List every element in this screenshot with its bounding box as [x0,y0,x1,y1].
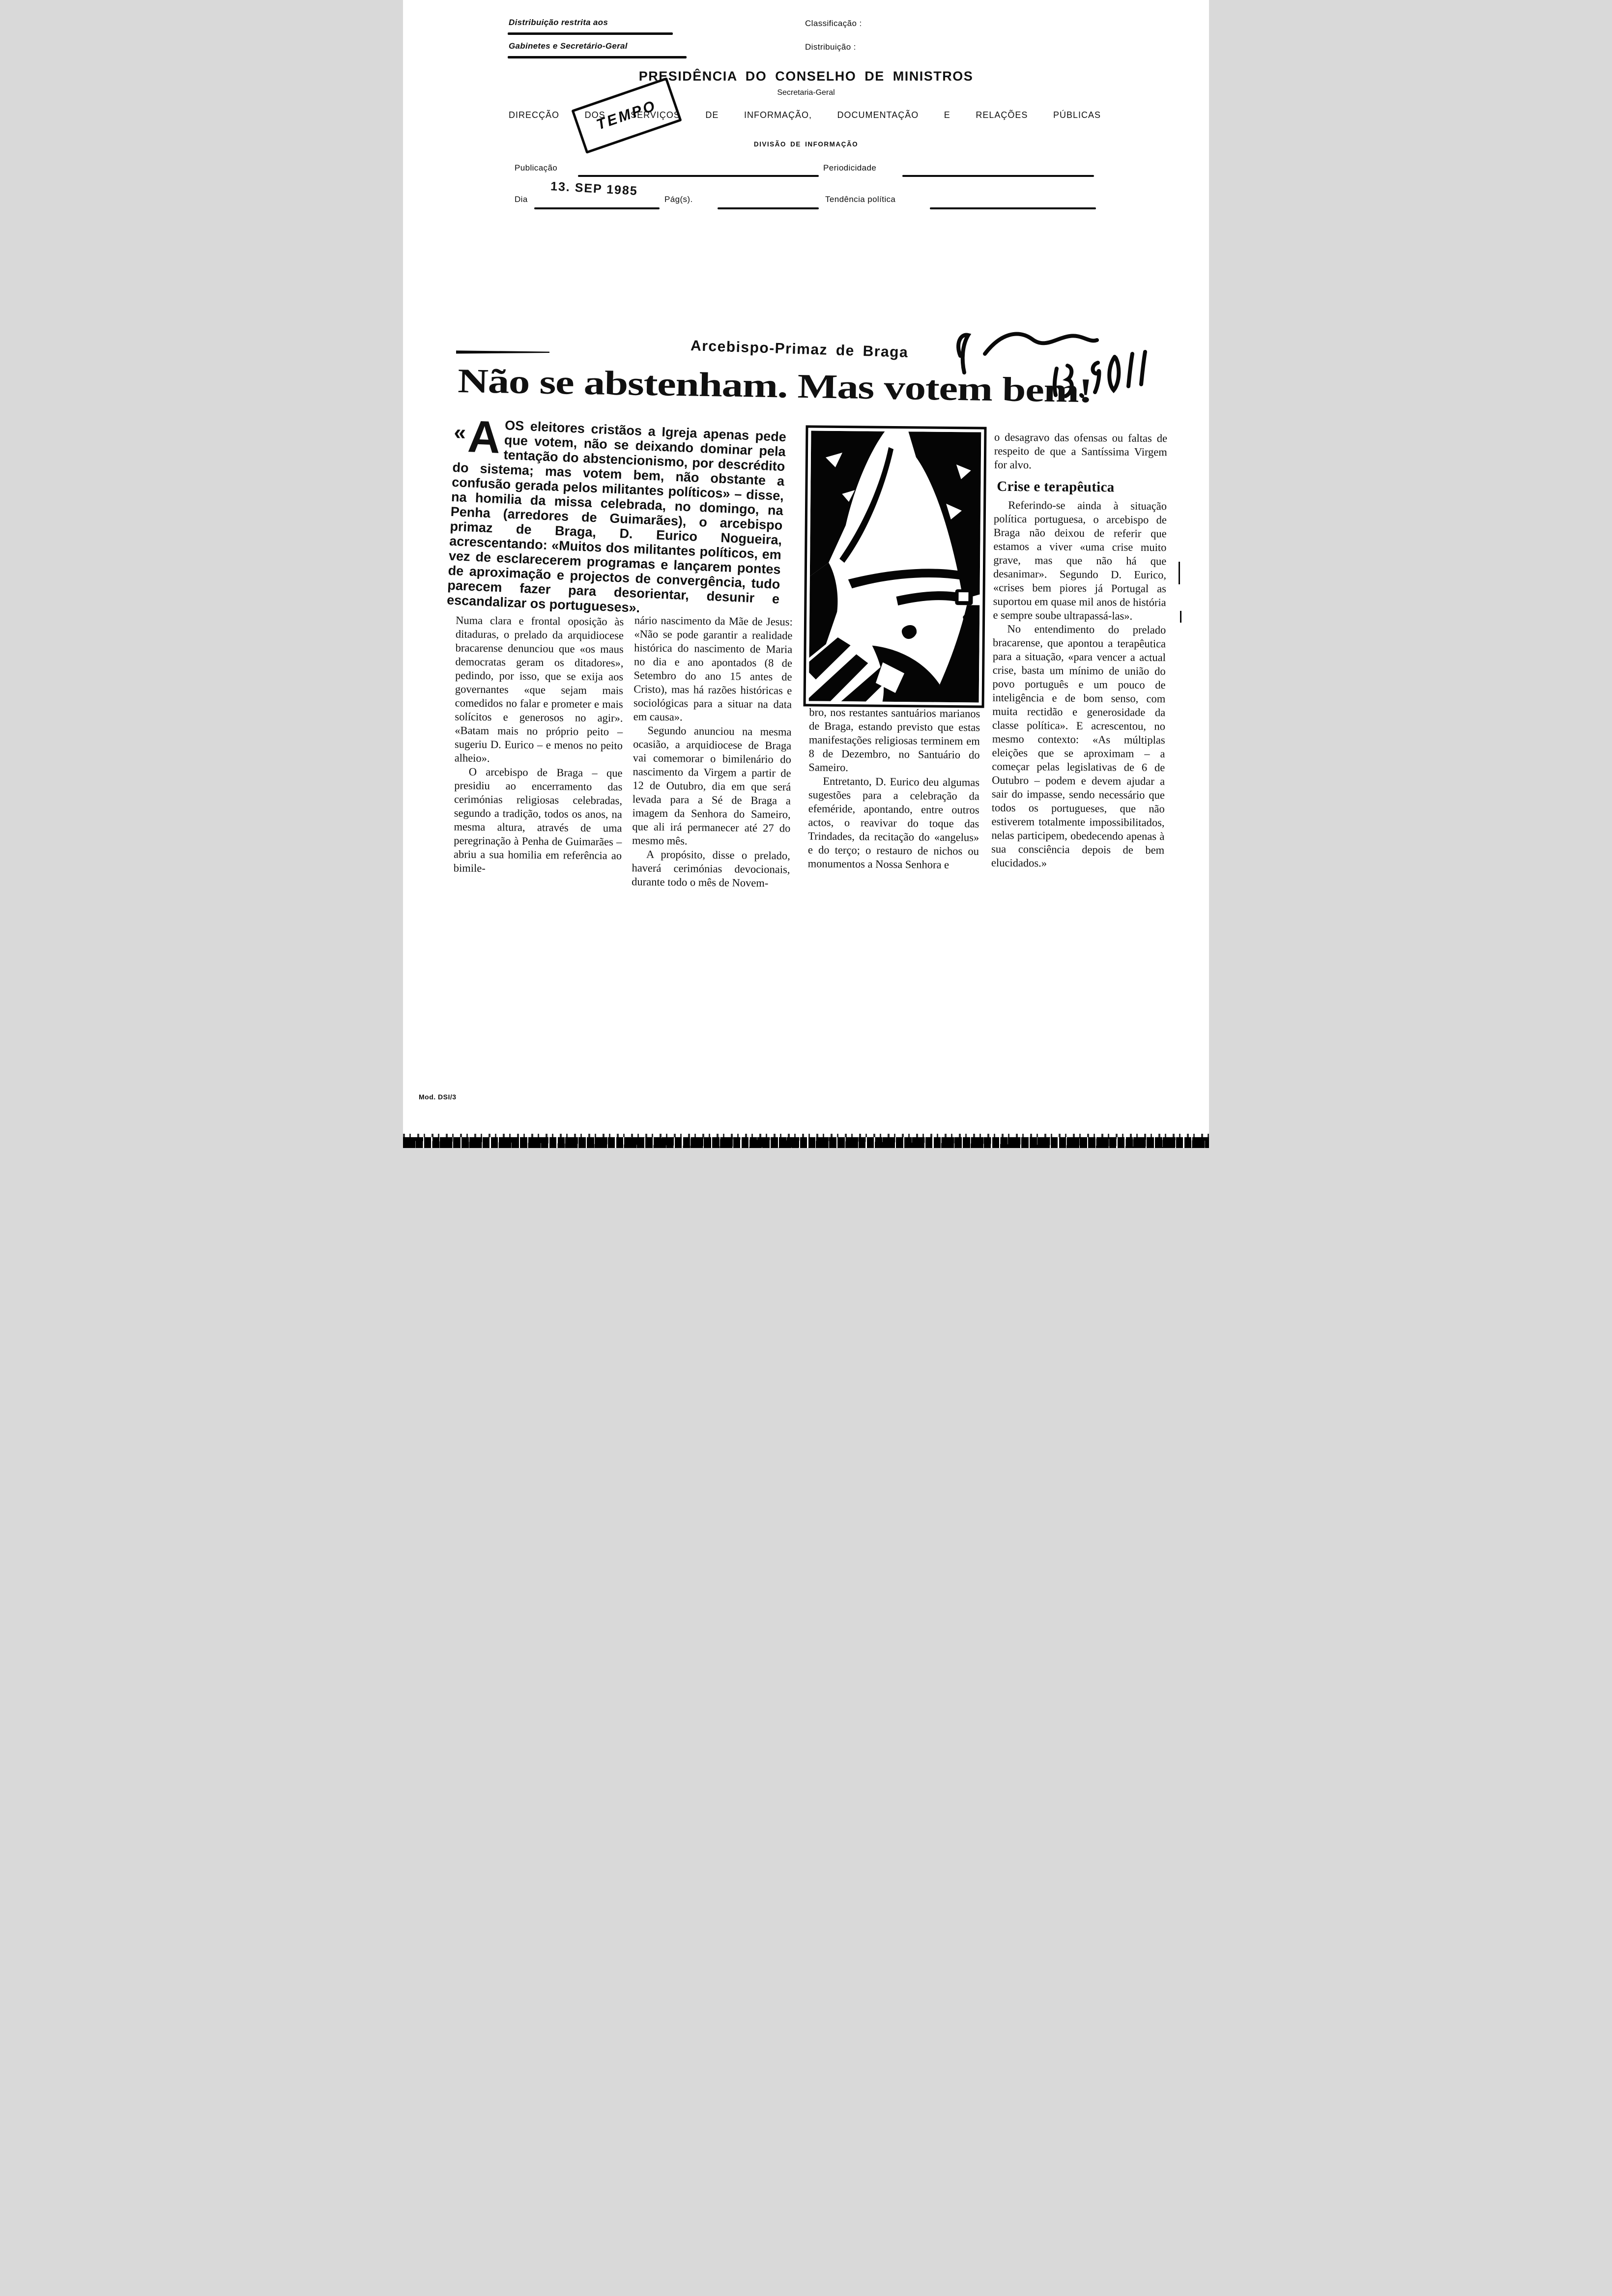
classification-label: Classificação : [805,19,862,28]
kicker: Arcebispo-Primaz de Braga [690,338,909,361]
lead-dropcap: A [466,411,502,463]
periodicity-label: Periodicidade [823,163,877,172]
underline-bar [508,32,673,35]
paragraph: nário nascimento da Mãe de Jesus: «Não se pode garantir a realidade histórica do nascimento de Maria no dia e ano apontados (8 de Setembro do ano 15 antes de Cristo), mas há razões históricas e sociológicas para a situar na data em causa». [633,614,793,723]
periodicity-blank-line [902,175,1094,177]
paragraph: Referindo-se ainda à situação política portuguesa, o arcebispo de Braga não deixou de referir que estamos a viver «uma crise muito grave, mas que não há que desanimar». Segundo D. Eurico, «crises bem piores já Portugal as suportou em quase mil anos de história e sempre soube ultrapassá-las». [993,498,1167,622]
lead-open-quote: « [453,420,467,445]
day-blank-line [534,207,660,209]
underline-bar [508,56,687,58]
tendency-blank-line [930,207,1096,209]
direction-services-line: DIRECÇÃO DOS SERVIÇOS DE INFORMAÇÃO, DOCUMENTAÇÃO E RELAÇÕES PÚBLICAS [509,110,1101,120]
paragraph: bro, nos restantes santuários marianos de Braga, estando previsto que estas manifestações religiosas terminem em 8 de Dezembro, no Santuário do Sameiro. [808,706,980,774]
separator-rule [456,350,549,354]
restricted-note-line2: Gabinetes e Secretário-Geral [509,41,628,51]
body-column-1 [454,614,624,877]
paragraph: Numa clara e frontal oposição às ditaduras, o prelado da arquidiocese bracarense denunciou que «os maus democratas geram os ditadores», pedindo, por isso, que se exija aos governantes «que sejam mais comedidos no falar e prometer e mais solícitos e generosos no agir». «Batam mais no próprio peito – sugeriu D. Eurico – e menos no peito alheio». [454,614,624,765]
scan-noise-band [403,1137,1209,1148]
paragraph: A propósito, disse o prelado, haverá cerimónias devocionais, durante todo o mês de Novem- [632,848,790,890]
headline: Não se abstenham. Mas votem bem! [457,362,1093,410]
paragraph: o desagravo das ofensas ou faltas de respeito de que a Santíssima Virgem for alvo. [994,430,1168,471]
tempo-stamp-text: TEMPO [594,97,659,133]
publication-label: Publicação [515,163,558,172]
paragraph: No entendimento do prelado bracarense, que apontou a terapêutica para a situação, «para vencer a actual crise, basta um mínimo de união do povo português e um pouco de inteligência e de bom senso, com muita rectidão e generosidade da classe política». E acrescentou, no mesmo contexto: «As múltiplas eleições que se aproximam – a começar pelas legislativas de 6 de Outubro – podem e devem ajudar a sair do impasse, sendo necessário que todos os portugueses, que não estiverem totalmente impossibilitados, nelas participem, obedecendo apenas à sua consciência depois de bem elucidados.» [991,622,1166,869]
body-column-3 [808,705,980,872]
scan-artifact-tick [1179,562,1180,584]
publication-blank-line [578,175,819,177]
date-stamp: 13. SEP 1985 [550,179,638,198]
pages-label: Pág(s). [664,195,693,204]
scanned-press-clipping [403,0,1209,1148]
body-column-4 [991,430,1167,871]
archbishop-photo [804,425,987,708]
body-column-2 [632,613,793,890]
org-subtitle: Secretaria-Geral [777,88,835,97]
distribution-label: Distribuição : [805,42,856,52]
paragraph: O arcebispo de Braga – que presidiu ao encerramento das cerimónias religiosas celebradas, segundo a tradição, todos os anos, na mesma altura, através de uma peregrinação à Penha de Guimarães – abriu a sua homilia em referência ao bimile- [453,765,623,875]
paragraph: Entretanto, D. Eurico deu algumas sugestões para a celebração da efeméride, apontando, entre outros actos, o reavivar do toque das Trindades, da recitação do «angelus» e do terço; o restauro de nichos ou monumentos a Nossa Senhora e [807,775,980,871]
form-model-reference: Mod. DSI/3 [419,1093,457,1101]
section-subhead: Crise e terapêutica [997,478,1115,495]
lead-paragraph [446,411,787,621]
archbishop-photo-graphic [809,431,981,703]
paragraph: Segundo anunciou na mesma ocasião, a arquidiocese de Braga vai comemorar o bimilenário do nascimento da Virgem a partir de 12 de Outubro, dia em que será levada para a Sé de Braga a imagem da Senhora do Sameiro, que ali irá permanecer até 27 do mesmo mês. [632,724,792,847]
division-line: DIVISÃO DE INFORMAÇÃO [753,141,859,148]
tendency-label: Tendência política [825,195,896,204]
lead-text: OS eleitores cristãos a Igreja apenas pede que votem, não se deixando dominar pela tentação do abstencionismo, por descrédito do sistema; mas votem bem, não obstante a confusão gerada pelos militantes políticos» – disse, na homilia da missa celebrada, no domingo, na Penha (arredores de Guimarães), o arcebispo primaz de Braga, D. Eurico Nogueira, acrescentando: «Muitos dos militantes políticos, em vez de esclarecerem programas e lançarem pontes de aproximação e projectos de convergência, tudo parecem fazer para desorientar, desunir e escandalizar os portugueses». [446,418,787,616]
restricted-note-line1: Distribuição restrita aos [509,18,608,27]
org-title: PRESIDÊNCIA DO CONSELHO DE MINISTROS [638,69,974,84]
pages-blank-line [718,207,819,209]
scan-artifact-tick [1180,611,1181,623]
day-label: Dia [515,195,528,204]
